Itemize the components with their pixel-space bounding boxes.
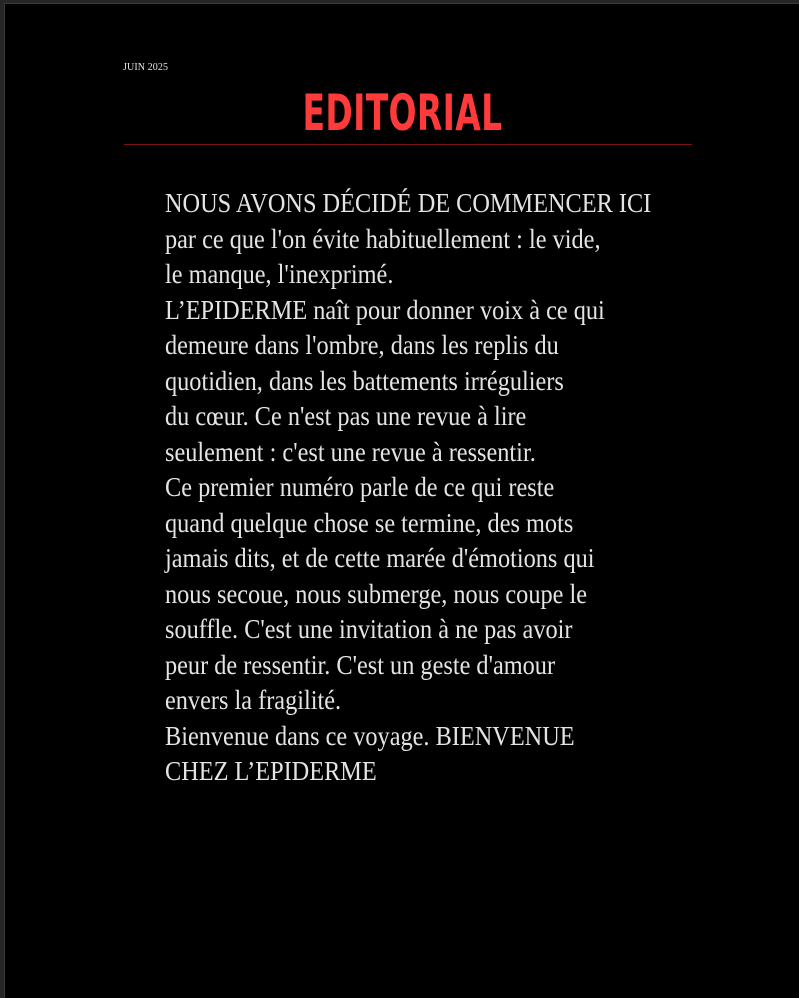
editorial-line: CHEZ L’EPIDERME <box>165 756 377 786</box>
editorial-line: du cœur. Ce n'est pas une revue à lire <box>165 401 527 431</box>
editorial-line: nous secoue, nous submerge, nous coupe le <box>165 578 588 609</box>
editorial-line: souffle. C'est une invitation à ne pas avoir <box>165 614 573 644</box>
editorial-line: seulement : c'est une revue à ressentir. <box>165 436 536 467</box>
editorial-line: jamais dits, et de cette marée d'émotions qui <box>165 543 595 573</box>
editorial-line: envers la fragilité. <box>165 685 342 715</box>
editorial-line: le manque, l'inexprimé. <box>165 259 394 289</box>
editorial-line: Ce premier numéro parle de ce qui reste <box>165 472 555 502</box>
editorial-line: Bienvenue dans ce voyage. BIENVENUE <box>165 720 575 751</box>
editorial-line: NOUS AVONS DÉCIDÉ DE COMMENCER ICI <box>165 188 652 218</box>
issue-date: JUIN 2025 <box>123 62 169 73</box>
title-divider <box>124 144 692 145</box>
editorial-body <box>165 186 669 790</box>
editorial-line: peur de ressentir. C'est un geste d'amour <box>165 649 556 680</box>
page-title: EDITORIAL <box>302 84 503 142</box>
editorial-page <box>4 3 799 998</box>
editorial-line: demeure dans l'ombre, dans les replis du <box>165 330 559 360</box>
editorial-line: par ce que l'on évite habituellement : le vide, <box>165 223 601 254</box>
editorial-line: L’EPIDERME naît pour donner voix à ce qui <box>165 294 605 325</box>
editorial-line: quand quelque chose se termine, des mots <box>165 507 574 538</box>
editorial-line: quotidien, dans les battements irréguliers <box>165 365 564 396</box>
